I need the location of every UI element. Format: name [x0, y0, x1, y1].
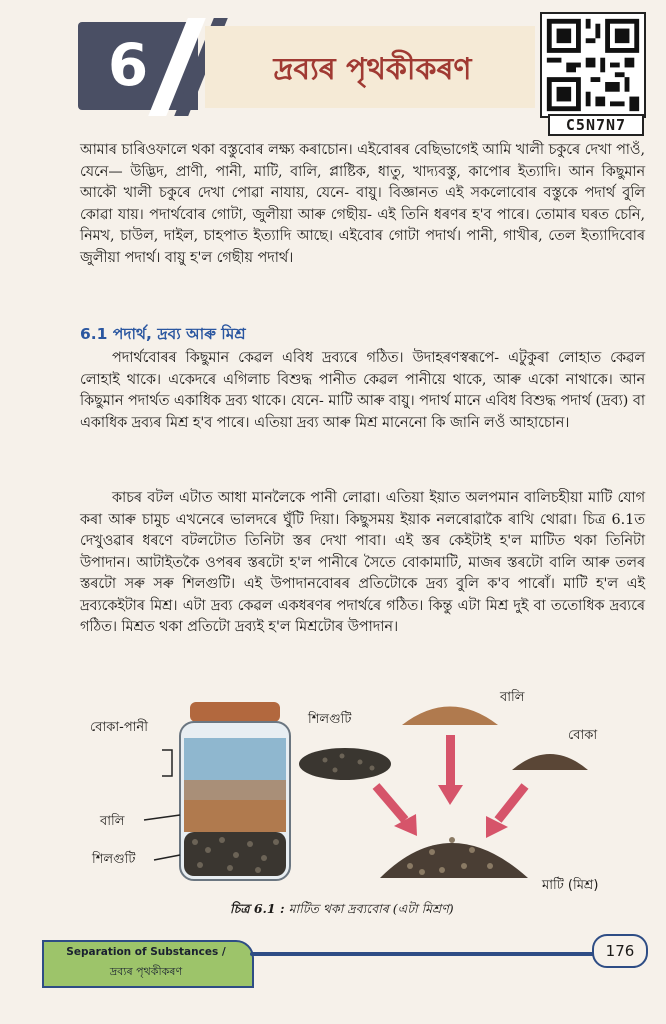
intro-paragraph: আমাৰ চাৰিওফালে থকা বস্তুবোৰ লক্ষ্য কৰাচোন। এইবোৰৰ বেছিভাগেই আমি খালী চকুৰে দেখা পাওঁ, যেনে— উদ্ভিদ, প্ৰাণী, পানী, মাটি, বালি, প্লাষ্টিক, ধাতু, খাদ্যবস্তু, কাপোৰ ইত্যাদি। আন কিছুমান আকৌ খালী চকুৰে দেখা পোৱা নাযায়, যেনে- বায়ু। বিজ্ঞানত এই সকলোবোৰ বস্তুকে পদাৰ্থ বুলি কোৱা যায়। পদাৰ্থবোৰ গোটা, জুলীয়া আৰু গেছীয়- এই তিনি ধৰণৰ হ'ব পাৰে। তোমাৰ ঘৰত চেনি, নিমখ, চাউল, দাইল, চাহপাত ইত্যাদি আছে। এইবোৰ গোটা পদাৰ্থ। পানী, গাখীৰ, তেল ইত্যাদিবোৰ জুলীয়া পদাৰ্থ। বায়ু হ'ল গেছীয় পদাৰ্থ।: [80, 142, 645, 266]
chapter-number: 6: [107, 31, 149, 99]
label-pebble-layer: শিলগুটি: [92, 852, 136, 867]
label-soil-mixture: মাটি (মিশ্ৰ): [542, 878, 599, 893]
footer-subject-english: Separation of Substances /: [66, 946, 226, 958]
footer-subject-assamese: দ্ৰব্যৰ পৃথকীকৰণ: [109, 965, 183, 978]
experiment-paragraph: কাচৰ বটল এটাত আধা মানলৈকে পানী লোৱা। এতিয়া ইয়াত অলপমান বালিচহীয়া মাটি যোগ কৰা আৰু চামুচ এখনেৰে ভালদৰে ঘুঁটি দিয়া। কিছুসময় ইয়াক নলৰোৱাকৈ ৰাখি থোৱা। চিত্ৰ 6.1ত দেখুওৱাৰ ধৰণে বটলটোত তিনিটা স্তৰ দেখা পাবা। এই স্তৰ কেইটাই হ'ল মাটিত থকা তিনিটা উপাদান। আটাইতকৈ ওপৰৰ স্তৰটো হ'ল পানীৰে সৈতে বোকামাটি, মাজৰ স্তৰটো বালি আৰু তলৰ স্তৰটো সৰু সৰু শিলগুটি। এই উপাদানবোৰৰ প্ৰতিটোকে দ্ৰব্য বুলি ক'ব পাৰোঁ। মাটি হ'ল এই দ্ৰব্যকেইটাৰ মিশ্ৰ। এটা দ্ৰব্য কেৱল একধৰণৰ পদাৰ্থৰে গঠিত। কিন্তু এটা মিশ্ৰ দুই বা ততোধিক দ্ৰব্যৰে গঠিত। মিশ্ৰত থকা প্ৰতিটো দ্ৰব্যই হ'ল মিশ্ৰটোৰ উপাদান।: [80, 490, 645, 635]
chapter-title: দ্ৰব্যৰ পৃথকীকৰণ: [273, 52, 472, 87]
label-sand-layer: বালি: [100, 814, 125, 829]
label-pebbles: শিলগুটি: [308, 712, 352, 727]
substance-paragraph: পদাৰ্থবোৰৰ কিছুমান কেৱল এবিধ দ্ৰব্যৰে গঠিত। উদাহৰণস্বৰূপে- এটুকুৰা লোহাত কেৱল লোহাই থাকে। একেদৰে এগিলাচ বিশুদ্ধ পানীত কেৱল পানীয়ে থাকে, আৰু একো নাথাকে। আন কিছুমান পদাৰ্থত একাধিক দ্ৰব্য থাকে। যেনে- মাটি আৰু বায়ু। পদাৰ্থ মানে এবিধ বিশুদ্ধ পদাৰ্থ (দ্ৰব্য) বা একাধিক দ্ৰব্যৰ মিশ্ৰ হ'ব পাৰে। এতিয়া দ্ৰব্য আৰু মিশ্ৰ মানেনো কি জানি লওঁ আহাচোন।: [80, 350, 645, 431]
section-heading: 6.1 পদাৰ্থ, দ্ৰব্য আৰু মিশ্ৰ: [80, 325, 246, 343]
label-mud: বোকা: [568, 728, 598, 743]
mud-pile: [512, 754, 588, 770]
caption-text: মাটিত থকা দ্ৰব্যবোৰ (এটা মিশ্ৰণ): [288, 901, 454, 916]
figure-soil-mixture: [80, 690, 640, 895]
figure-illustration: [80, 690, 640, 895]
label-muddy-water: বোকা-পানী: [90, 720, 148, 735]
footer-rule: [250, 952, 595, 956]
caption-prefix: চিত্ৰ 6.1 :: [230, 901, 285, 916]
pebble-pile: [299, 748, 391, 780]
soil-mixture-pile: [380, 843, 528, 878]
qr-code-icon: [540, 12, 646, 118]
qr-code-label: C5N7N7: [548, 114, 644, 136]
sand-pile: [402, 707, 498, 726]
arrows: [376, 735, 525, 838]
label-sand: বালি: [500, 690, 525, 705]
glass-jar: [180, 702, 290, 880]
figure-caption: [230, 901, 454, 921]
page-number: 176: [592, 934, 648, 968]
